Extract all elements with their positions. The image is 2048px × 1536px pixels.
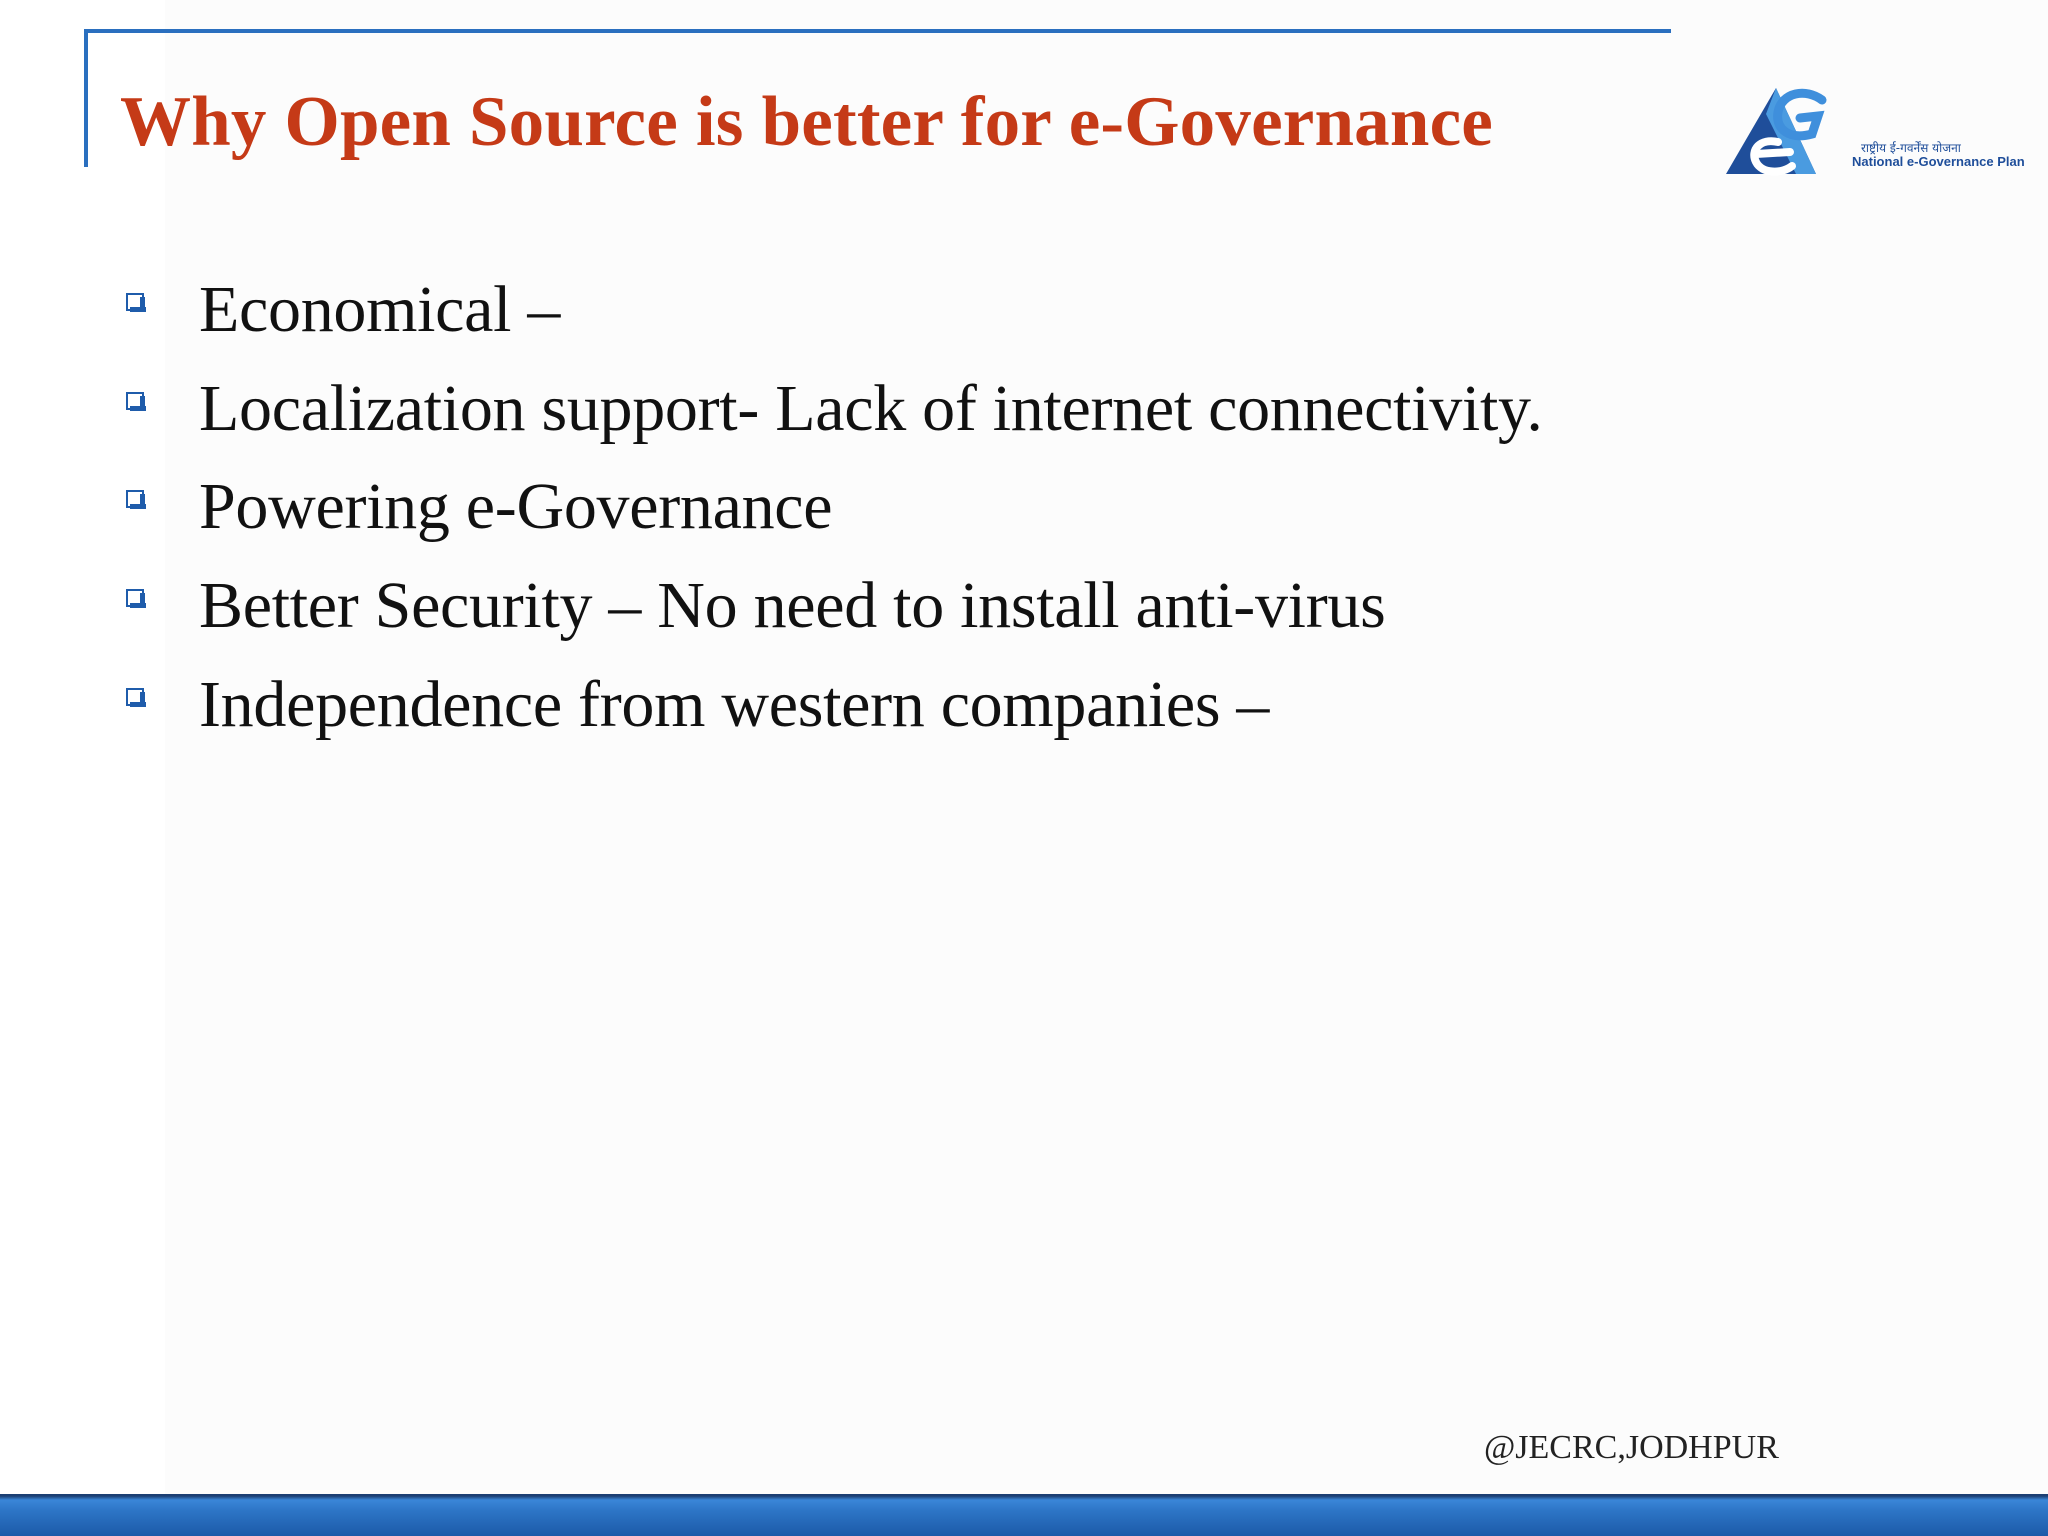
bottom-accent-bar xyxy=(0,1494,2048,1536)
egov-logo xyxy=(1720,82,2025,182)
bullet-item-localization xyxy=(126,369,1543,449)
logo-english-text: National e-Governance Plan xyxy=(1852,154,2025,169)
bullet-box-icon xyxy=(126,392,146,414)
bullet-text: Powering e-Governance xyxy=(199,470,833,543)
bullet-box-icon xyxy=(126,293,146,315)
egov-logo-icon xyxy=(1720,82,1870,177)
slide-title: Why Open Source is better for e-Governance xyxy=(120,83,1494,161)
bullet-item-powering xyxy=(126,467,832,547)
bullet-box-icon xyxy=(126,589,146,611)
bullet-text: Independence from western companies – xyxy=(199,668,1270,741)
title-frame-left-line xyxy=(84,29,88,167)
bullet-item-independence xyxy=(126,665,1269,745)
slide-left-margin xyxy=(0,0,165,1495)
bullet-item-economical xyxy=(126,270,560,350)
logo-hindi-text: राष्ट्रीय ई-गवर्नेंस योजना xyxy=(1861,141,1961,155)
bullet-text: Economical – xyxy=(199,273,561,346)
bullet-text: Better Security – No need to install anti-virus xyxy=(199,569,1386,642)
bullet-text: Localization support- Lack of internet connectivity. xyxy=(199,372,1543,445)
bullet-box-icon xyxy=(126,490,146,512)
bullet-item-security xyxy=(126,566,1385,646)
title-frame-top-line xyxy=(84,29,1671,33)
footer-credit: @JECRC,JODHPUR xyxy=(1484,1429,1779,1466)
bullet-box-icon xyxy=(126,688,146,710)
